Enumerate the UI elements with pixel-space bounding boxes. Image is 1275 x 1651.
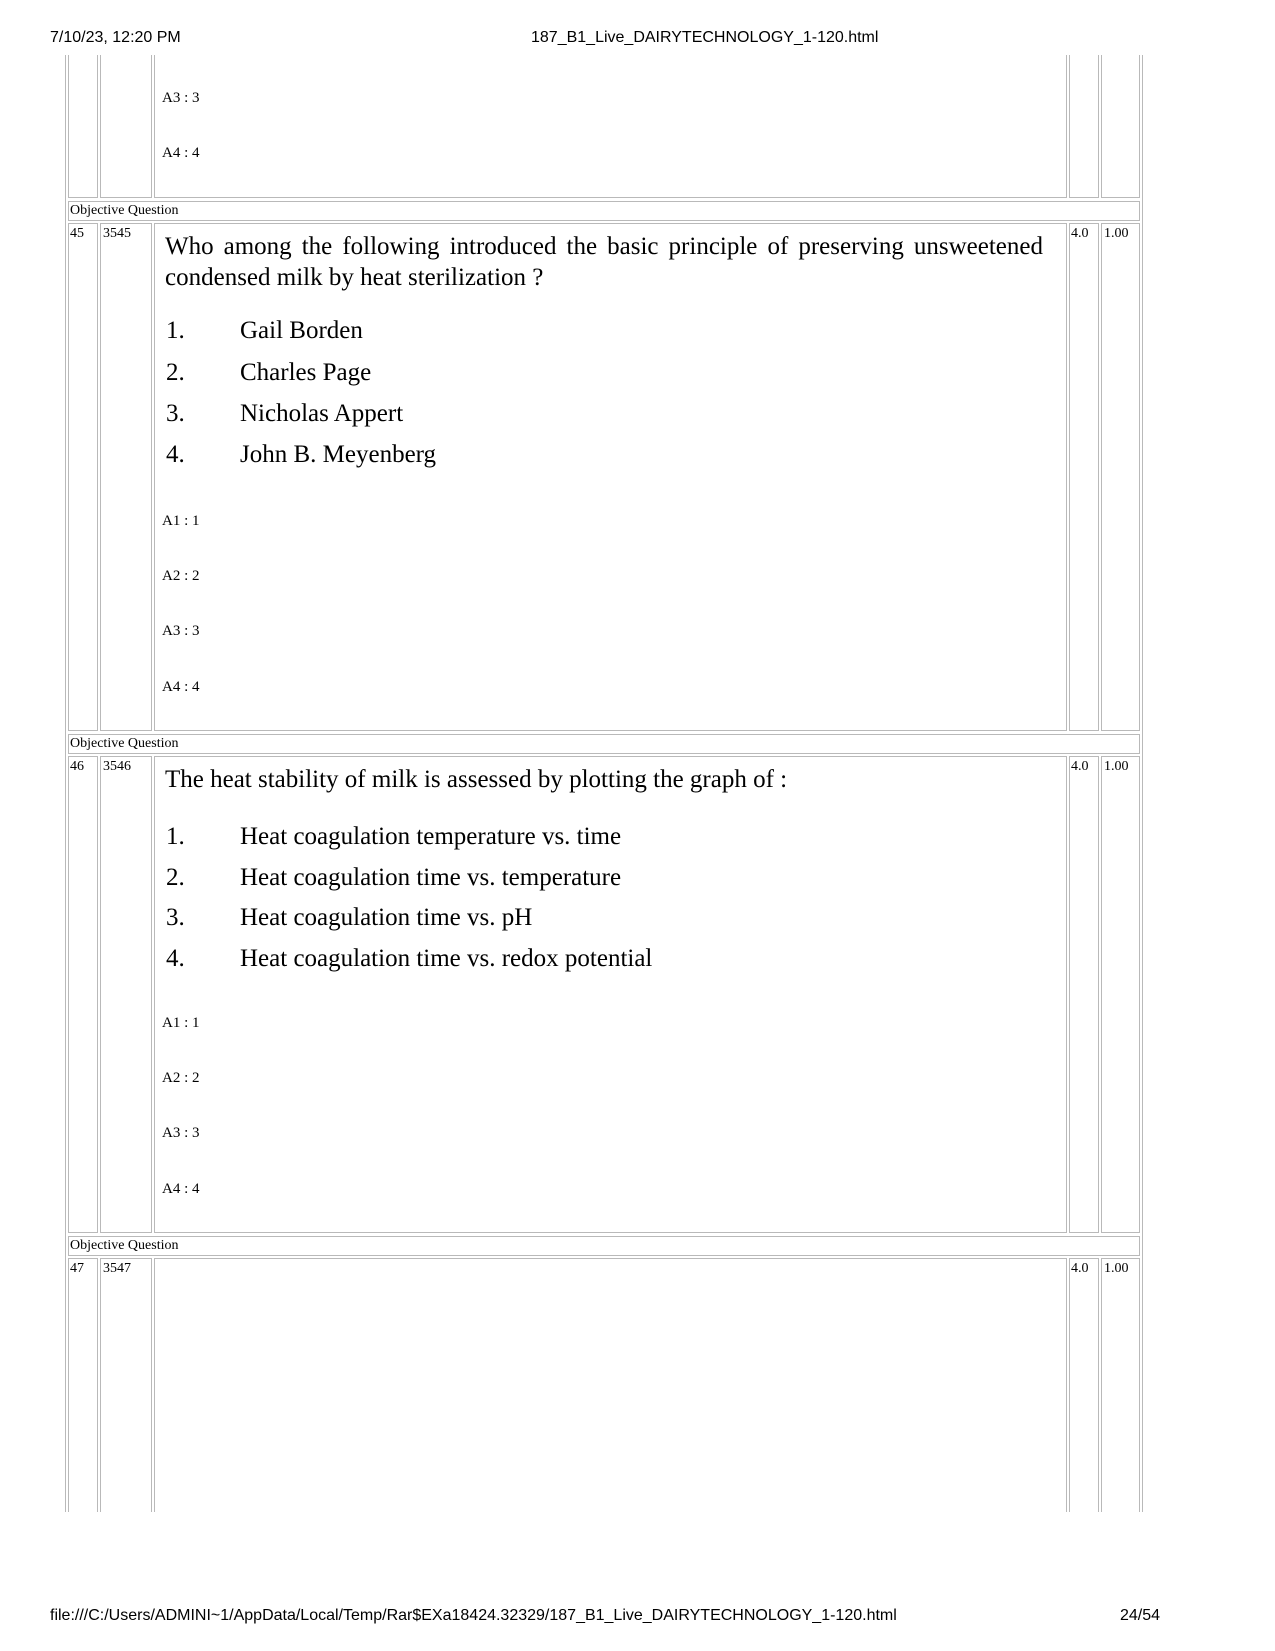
answer-option: A1 : 1 <box>162 1015 200 1031</box>
answer-option: A4 : 4 <box>162 679 200 695</box>
section-label: Objective Question <box>70 203 179 218</box>
negative-marks-cell <box>1101 1258 1140 1512</box>
document-title: 187_B1_Live_DAIRYTECHNOLOGY_1-120.html <box>531 29 879 46</box>
option-text: Heat coagulation temperature vs. time <box>240 823 622 850</box>
table-outer-left-border <box>65 55 66 1512</box>
question-body-cell <box>154 223 1067 731</box>
negative-marks-value: 1.00 <box>1104 759 1129 774</box>
option-number: 2. <box>166 864 185 891</box>
option-number: 3. <box>166 904 185 931</box>
marks-cell <box>1069 1258 1099 1512</box>
option-number: 1. <box>166 317 185 344</box>
section-label: Objective Question <box>70 1238 179 1253</box>
prev-qid-cell <box>100 55 152 198</box>
marks-value: 4.0 <box>1071 759 1089 774</box>
question-sno: 46 <box>70 759 84 774</box>
section-label-cell <box>68 734 1140 754</box>
print-datetime: 7/10/23, 12:20 PM <box>50 29 181 46</box>
page-number: 24/54 <box>1120 1607 1161 1624</box>
question-text: Who among the following introduced the basic principle of preserving unsweetened condensed milk by heat sterilization ? <box>165 233 1043 291</box>
option-number: 1. <box>166 823 185 850</box>
question-text: The heat stability of milk is assessed by plotting the graph of : <box>165 766 788 793</box>
negative-marks-cell <box>1101 756 1140 1233</box>
answer-option: A1 : 1 <box>162 513 200 529</box>
section-label-cell <box>68 201 1140 221</box>
section-label: Objective Question <box>70 736 179 751</box>
file-path: file:///C:/Users/ADMINI~1/AppData/Local/Temp/Rar$EXa18424.32329/187_B1_Live_DAIRYTECHNOLOGY_1-120.html <box>50 1607 897 1624</box>
marks-value: 4.0 <box>1071 1261 1089 1276</box>
answer-option: A3 : 3 <box>162 623 200 639</box>
answer-option: A4 : 4 <box>162 145 200 161</box>
answer-option: A3 : 3 <box>162 1125 200 1141</box>
option-text: Charles Page <box>240 359 372 386</box>
question-id: 3547 <box>103 1261 131 1276</box>
option-text: Heat coagulation time vs. temperature <box>240 864 622 891</box>
marks-cell <box>1069 223 1099 731</box>
answer-option: A3 : 3 <box>162 90 200 106</box>
prev-marks-cell <box>1069 55 1099 198</box>
answer-option: A2 : 2 <box>162 1070 200 1086</box>
option-text: John B. Meyenberg <box>240 441 437 468</box>
option-number: 4. <box>166 441 185 468</box>
sno-cell <box>68 1258 98 1512</box>
negative-marks-value: 1.00 <box>1104 226 1129 241</box>
prev-sno-cell <box>68 55 98 198</box>
marks-cell <box>1069 756 1099 1233</box>
negative-marks-cell <box>1101 223 1140 731</box>
qid-cell <box>100 223 152 731</box>
option-text: Heat coagulation time vs. pH <box>240 904 533 931</box>
question-body-cell <box>154 1258 1067 1512</box>
answer-option: A4 : 4 <box>162 1181 200 1197</box>
marks-value: 4.0 <box>1071 226 1089 241</box>
section-label-cell <box>68 1236 1140 1256</box>
sno-cell <box>68 223 98 731</box>
prev-negative-cell <box>1101 55 1140 198</box>
option-number: 3. <box>166 400 185 427</box>
question-sno: 47 <box>70 1261 84 1276</box>
qid-cell <box>100 756 152 1233</box>
option-text: Nicholas Appert <box>240 400 404 427</box>
question-id: 3546 <box>103 759 131 774</box>
table-outer-right-border <box>1142 55 1143 1512</box>
option-text: Heat coagulation time vs. redox potential <box>240 945 653 972</box>
option-number: 2. <box>166 359 185 386</box>
option-text: Gail Borden <box>240 317 363 344</box>
qid-cell <box>100 1258 152 1512</box>
option-number: 4. <box>166 945 185 972</box>
sno-cell <box>68 756 98 1233</box>
question-id: 3545 <box>103 226 131 241</box>
question-sno: 45 <box>70 226 84 241</box>
negative-marks-value: 1.00 <box>1104 1261 1129 1276</box>
answer-option: A2 : 2 <box>162 568 200 584</box>
prev-question-cell <box>154 55 1067 198</box>
